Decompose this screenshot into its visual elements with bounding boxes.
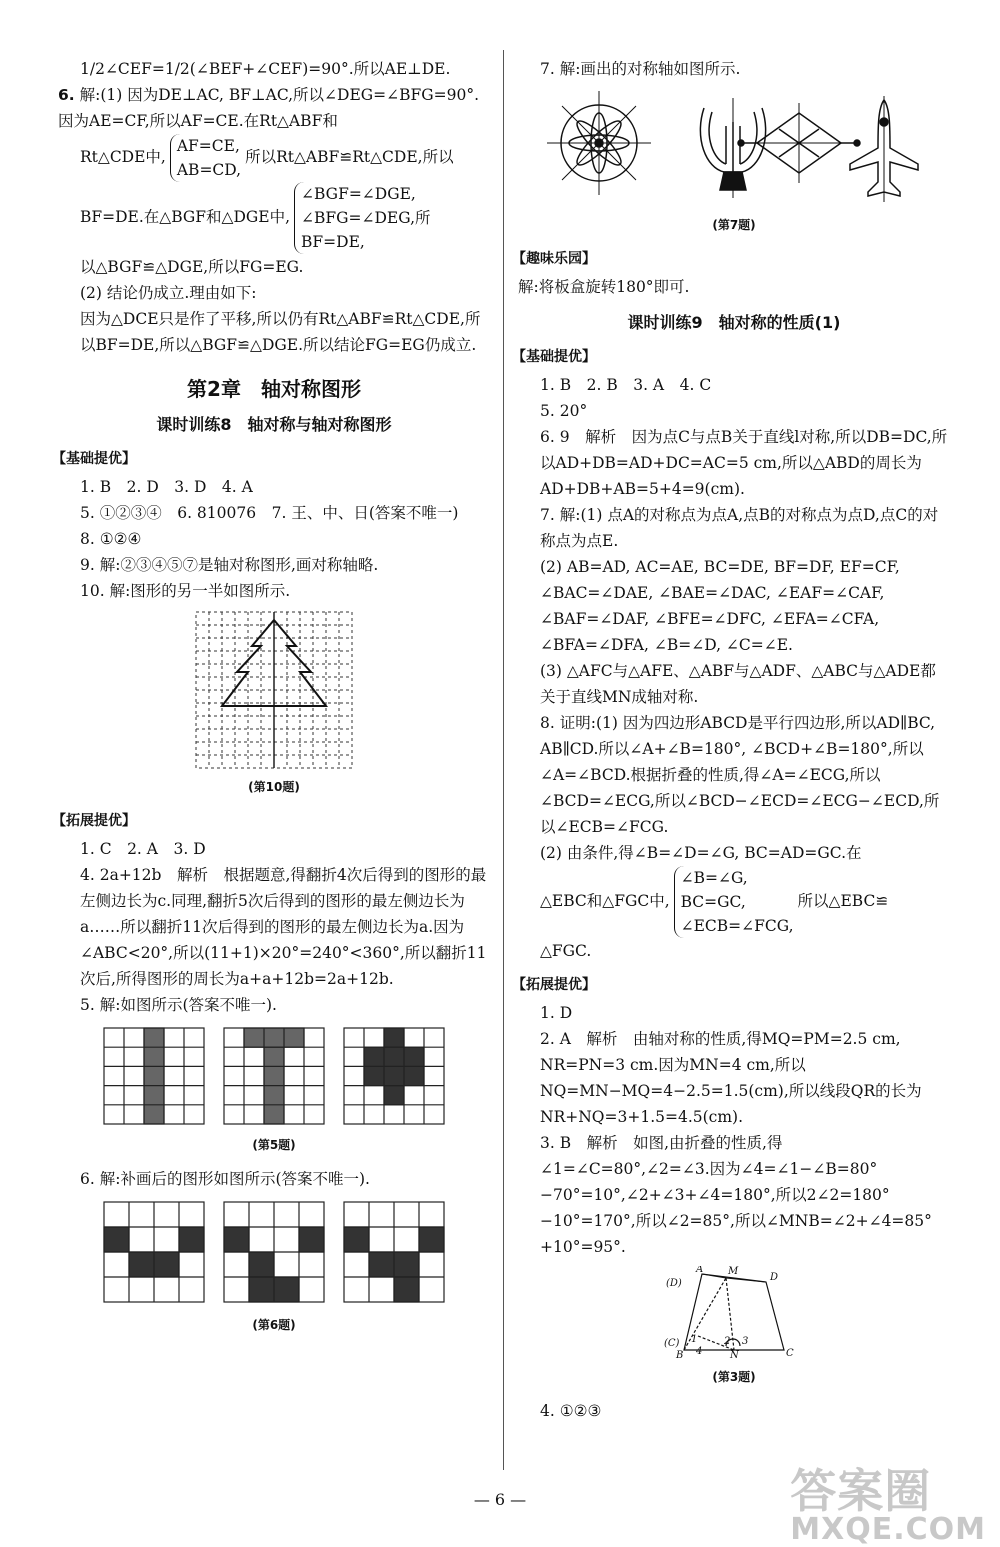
figure-3-label: 3 [742,1336,749,1347]
basic-tag-9: 【基础提优】 [512,349,596,365]
answer-7: 7. 解:画出的对称轴如图所示. [540,60,741,78]
l9-answer-8-4: △FGC. [540,942,592,960]
q6-brace1-b: AB=CD, [176,161,242,179]
l9-answer-8-2: (2) 由条件,得∠B=∠D=∠G, BC=AD=GC.在 [540,844,862,862]
q6-brace2-c: BF=DE, [301,233,365,251]
figure-3-caption: (第3题) [712,1370,756,1384]
figure-3-diagram [664,1266,804,1360]
figure-3-label: C [786,1348,794,1359]
l9-answer-7-2: (2) AB=AD, AC=AE, BC=DE, BF=DF, EF=CF, ∠BAC=∠DAE, ∠BAE=∠DAC, ∠EAF=∠CAF, ∠BAF=∠DAF, ∠BFE=∠DFC, ∠EFA=∠CFA, ∠BFA=∠DFA, ∠B=∠D, ∠C=∠E. [540,558,900,654]
figure-3-label: 4 [696,1346,703,1357]
q6-line4: 以△BGF≌△DGE,所以FG=EG. [80,258,304,276]
extension-tag-9: 【拓展提优】 [512,977,596,993]
figure-3-label: N [730,1350,739,1360]
l9-ext-3: 3. B 解析 如图,由折叠的性质,得∠1=∠C=80°,∠2=∠3.因为∠4=∠1−∠B=80°−70°=10°,∠2+∠3+∠4=180°,所以2∠2=180°−10°=170°,所以∠2=85°,所以∠MNB=∠2+∠4=85°+10°=95°. [540,1134,932,1256]
figure-3-label: M [728,1266,739,1277]
l9-8-brace-b: BC=GC, [680,893,746,911]
l9-ext-1: 1. D [540,1004,573,1022]
answer-9: 9. 解:②③④⑤⑦是轴对称图形,画对称轴略. [80,556,379,574]
q6-brace2 [294,182,431,254]
figure-6-grids [94,1198,454,1308]
ext-answer-1-3: 1. C 2. A 3. D [80,840,206,858]
q6-line2 [58,134,490,182]
answer-5-7: 5. ①②③④ 6. 810076 7. 王、中、日(答案不唯一) [80,504,459,522]
q6-line1 [58,82,490,134]
figure-3-label: 1 [691,1334,698,1345]
l9-answer-5: 5. 20° [540,402,588,420]
l9-8-3a: △EBC和△FGC中, [540,892,670,910]
l9-answer-7-3: (3) △AFC与△AFE、△ABF与△ADF、△ABC与△ADE都关于直线MN成轴对称. [540,662,936,706]
l9-8-brace-a: ∠B=∠G, [680,869,748,887]
figure-3-label: 2 [724,1336,731,1347]
ext-answer-5: 5. 解:如图所示(答案不唯一). [80,996,277,1014]
figure-5-grids [94,1024,454,1128]
q6-text3a: BF=DE.在△BGF和△DGE中, [80,208,291,226]
answer-1-4: 1. B 2. D 3. D 4. A [80,478,253,496]
l9-8-3b: 所以△EBC≌ [797,892,889,910]
answer-8: 8. ①②④ [80,530,142,548]
answer-10: 10. 解:图形的另一半如图所示. [80,582,291,600]
fun-answer: 解:将板盒旋转180°即可. [518,278,690,296]
figure-3-label: A [696,1266,704,1275]
figure-7-symmetry [544,88,924,208]
q6-text2b: 所以Rt△ABF≌Rt△CDE,所以 [245,148,454,166]
l9-8-brace [674,866,794,938]
watermark-small: MXQE.COM [790,1512,986,1547]
figure-10-caption: (第10题) [248,780,300,794]
l9-answer-7-1: 7. 解:(1) 点A的对称点为点A,点B的对称点为点D,点C的对称点为点E. [540,506,939,550]
page-number: — 6 — [473,1490,527,1509]
q6-brace1 [170,134,241,182]
extension-tag: 【拓展提优】 [52,813,136,829]
l9-answer-8-1: 8. 证明:(1) 因为四边形ABCD是平行四边形,所以AD∥BC, AB∥CD.所以∠A+∠B=180°, ∠BCD+∠B=180°,所以∠A=∠BCD.根据折叠的性质,得∠A=∠ECG,所以∠BCD=∠ECG,所以∠BCD−∠ECD=∠ECG−∠ECD,所以∠ECB=∠FCG. [540,714,940,836]
basic-tag: 【基础提优】 [52,451,136,467]
fun-tag: 【趣味乐园】 [512,251,596,267]
l9-ext-4: 4. ①②③ [540,1402,602,1420]
column-divider [503,50,504,1470]
right-column [512,56,950,1424]
q6-line3 [58,182,490,254]
figure-6-caption: (第6题) [252,1318,296,1332]
lesson-8-title: 课时训练8 轴对称与轴对称图形 [156,415,392,434]
l9-8-brace-c: ∠ECB=∠FCG, [680,917,794,935]
watermark-big: 答案圈 [790,1464,932,1518]
figure-3-label: (C) [664,1338,680,1349]
chapter-title: 第2章 轴对称图形 [187,377,361,401]
q6-brace2-a: ∠BGF=∠DGE, [301,185,416,203]
left-column [52,56,490,1346]
q6-text1: 解:(1) 因为DE⊥AC, BF⊥AC,所以∠DEG=∠BFG=90°.因为AE=CF,所以AF=CE.在Rt△ABF和 [58,86,480,130]
q6-brace2-b: ∠BFG=∠DEG,所 [301,209,431,227]
q6-text2a: Rt△CDE中, [80,148,166,166]
l9-answer-1-4: 1. B 2. B 3. A 4. C [540,376,712,394]
figure-3-label: B [676,1350,684,1360]
figure-5-caption: (第5题) [252,1138,296,1152]
l9-answer-6: 6. 9 解析 因为点C与点B关于直线l对称,所以DB=DC,所以AD+DB=AD+DC=AC=5 cm,所以△ABD的周长为AD+DB+AB=5+4=9(cm). [540,428,948,498]
l9-ext-2: 2. A 解析 由轴对称的性质,得MQ=PM=2.5 cm, NR=PN=3 cm.因为MN=4 cm,所以NQ=MN−MQ=4−2.5=1.5(cm),所以线段QR的长为NR+NQ=3+1.5=4.5(cm). [540,1030,922,1126]
q6-line6: 因为△DCE只是作了平移,所以仍有Rt△ABF≌Rt△CDE,所以BF=DE,所以△BGF≌△DGE.所以结论FG=EG仍成立. [80,310,481,354]
lesson-9-title: 课时训练9 轴对称的性质(1) [627,313,841,332]
ext-answer-4: 4. 2a+12b 解析 根据题意,得翻折4次后得到的图形的最左侧边长为c.同理,翻折5次后得到的图形的最左侧边长为a……所以翻折11次后得到的图形的最左侧边长为a.因为∠ABC<20°,所以(11+1)×20°=240°<360°,所以翻折11次后,所得图形的周长为a+a+12b=2a+12b. [80,866,487,988]
q6-number: 6. [58,86,75,104]
fraction-line: 1/2∠CEF=1/2(∠BEF+∠CEF)=90°.所以AE⊥DE. [80,60,451,78]
tree-grid-figure [194,610,354,770]
figure-3-label: D [770,1272,779,1283]
l9-answer-8-3 [518,866,950,938]
q6-brace1-a: AF=CE, [176,137,240,155]
ext-answer-6: 6. 解:补画后的图形如图所示(答案不唯一). [80,1170,370,1188]
figure-3-label: (D) [666,1278,682,1289]
watermark-logo [790,1464,986,1547]
figure-7-caption: (第7题) [712,218,756,232]
q6-line5: (2) 结论仍成立.理由如下: [80,284,257,302]
